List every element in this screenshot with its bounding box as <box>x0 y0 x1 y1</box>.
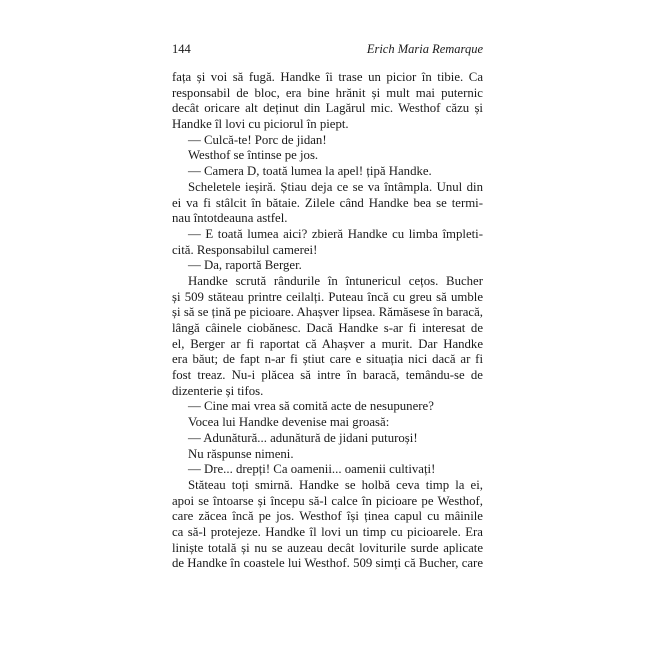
text-line: Handke îl lovi cu piciorul în piept. <box>172 117 349 132</box>
text-line: — Cine mai vrea să comită acte de nesupunere? <box>188 399 434 414</box>
text-line: Westhof se întinse pe jos. <box>188 148 319 163</box>
text-line: — Adunătură... adunătură de jidani puturoși! <box>188 430 418 445</box>
text-line: Stăteau toți smirnă. Handke se holbă ceva timp la ei, <box>188 477 483 492</box>
text-line: de Handke în coastele lui Westhof. 509 simți că Bucher, care <box>172 556 483 571</box>
text-line: nau întotdeauna astfel. <box>172 211 288 226</box>
text-line: ca să-l protejeze. Handke îl lovi un timp cu picioarele. Era <box>172 524 483 539</box>
text-line: fost treaz. Nu-i plăcea să intre în baracă, temându-se de <box>172 368 483 383</box>
text-line: fața și voi să fugă. Handke îi trase un picior în tibie. Ca <box>172 70 483 84</box>
text-line: apoi se întoarse și începu să-l calce în picioare pe Westhof, <box>172 493 483 508</box>
text-line: lângă câinele ciobănesc. Dacă Handke s-ar fi interesat de <box>172 321 483 335</box>
text-line: Nu răspunse nimeni. <box>188 446 294 461</box>
text-line: — E toată lumea aici? zbieră Handke cu limba împleti- <box>188 226 483 241</box>
text-line: și să se țină pe picioare. Ahașver lipsea. Rămăsese în baracă, <box>172 305 483 320</box>
text-line: care zăcea încă pe jos. Westhof își ținea capul cu mâinile <box>172 509 483 524</box>
text-line: cită. Responsabilul camerei! <box>172 242 318 257</box>
text-line: dizenterie și tifos. <box>172 383 264 398</box>
body-text <box>172 70 483 572</box>
running-head <box>172 42 483 58</box>
page-number: 144 <box>172 42 191 56</box>
text-line: — Da, raportă Berger. <box>188 258 302 273</box>
text-line: și 509 stăteau printre ceilalți. Puteau încă cu greu să umble <box>172 289 483 304</box>
text-line: era băut; de fapt n-ar fi știut care e situația nici dacă ar fi <box>172 352 483 367</box>
text-line: Scheletele ieșiră. Știau deja ce se va întâmpla. Unul din <box>188 179 483 194</box>
text-line: — Camera D, toată lumea la apel! țipă Handke. <box>188 164 432 179</box>
book-author: Erich Maria Remarque <box>366 42 483 56</box>
text-line: — Culcă-te! Porc de jidan! <box>188 132 327 147</box>
text-line: ei va fi stâlcit în bătaie. Zilele când Handke bea se termi- <box>172 195 483 210</box>
text-line: — Dre... drepți! Ca oamenii... oamenii cultivați! <box>188 462 436 477</box>
text-line: liniște totală și nu se auzeau decât loviturile surde aplicate <box>172 540 483 555</box>
text-line: responsabil de bloc, era bine hrănit și mult mai puternic <box>172 85 483 100</box>
text-line: Handke scrută rândurile în întunericul cețos. Bucher <box>188 273 483 288</box>
text-line: el, Berger ar fi raportat că Ahașver a murit. Dar Handke <box>172 336 483 351</box>
text-line: decât oricare alt deținut din Lagărul mic. Westhof căzu și <box>172 101 483 116</box>
text-line: Vocea lui Handke devenise mai groasă: <box>188 415 390 430</box>
